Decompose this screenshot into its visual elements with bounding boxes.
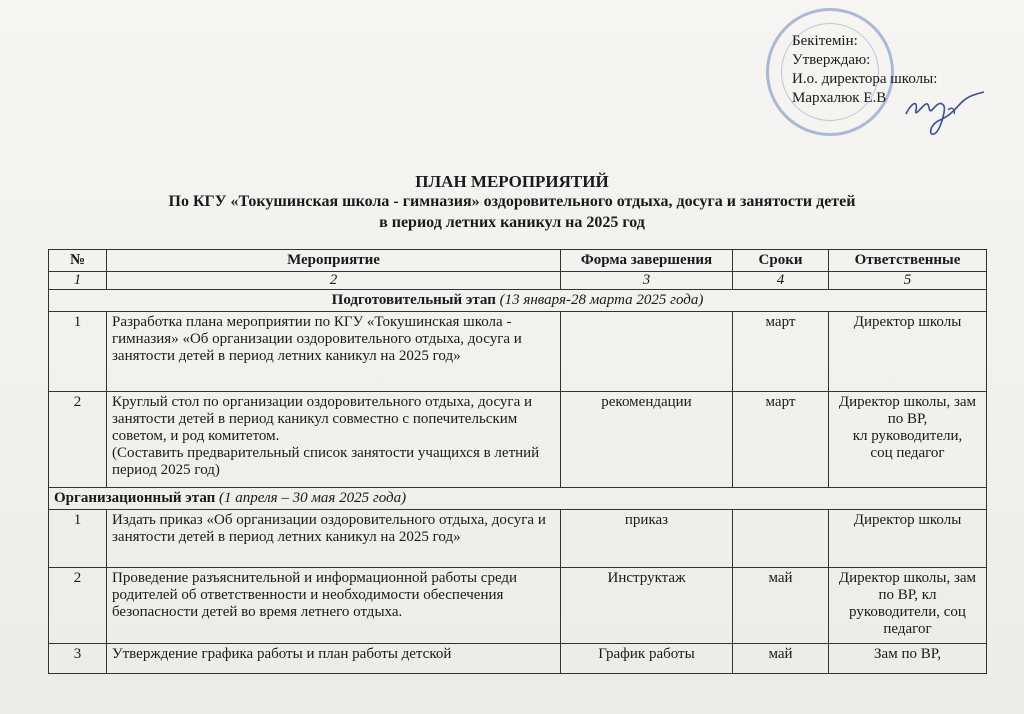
row-form: График работы (561, 644, 733, 674)
table-row (49, 644, 987, 674)
stage-name: Организационный этап (54, 490, 216, 506)
header-event: Мероприятие (107, 250, 561, 272)
row-term: март (733, 392, 829, 488)
responsible-line: Директор школы (853, 314, 962, 330)
stage-row (49, 488, 987, 510)
table-row (49, 568, 987, 644)
col-number: 1 (49, 272, 107, 290)
row-event (107, 392, 561, 488)
stage-heading (49, 488, 987, 510)
responsible-line: кл руководители, (852, 428, 963, 444)
stage-heading (49, 290, 987, 312)
stage-period: (1 апреля – 30 мая 2025 года) (219, 490, 407, 506)
responsible-line: педагог (883, 621, 932, 637)
row-form: рекомендации (561, 392, 733, 488)
row-responsible (829, 568, 987, 644)
row-form (561, 312, 733, 392)
approval-line-kz: Бекітемін: (792, 33, 858, 49)
responsible-line: Директор школы (853, 512, 962, 528)
approval-position: И.о. директора школы: (792, 71, 938, 87)
row-number: 2 (49, 568, 107, 644)
row-event: Проведение разъяснительной и информационной работы среди родителей об ответственности и необходимости обеспечения безопасности детей во время летнего отдыха. (107, 568, 561, 644)
director-signature (900, 80, 990, 140)
plan-title: ПЛАН МЕРОПРИЯТИЙ (415, 172, 609, 191)
row-event-text: Круглый стол по организации оздоровительного отдыха, досуга и занятости детей в период каникул совместно с попечительским советом, и род комитетом. (112, 394, 533, 444)
table-row (49, 510, 987, 568)
row-responsible (829, 510, 987, 568)
responsible-line: по ВР, (887, 411, 928, 427)
row-number: 1 (49, 312, 107, 392)
row-term: март (733, 312, 829, 392)
row-form: Инструктаж (561, 568, 733, 644)
row-term: май (733, 568, 829, 644)
stage-name: Подготовительный этап (331, 292, 496, 308)
approval-line-ru: Утверждаю: (792, 52, 871, 68)
table-header-row (49, 250, 987, 272)
stage-row (49, 290, 987, 312)
row-form: приказ (561, 510, 733, 568)
responsible-line: руководители, соц (849, 604, 966, 620)
row-event: Утверждение графика работы и план работы детской (107, 644, 561, 674)
col-number: 4 (733, 272, 829, 290)
header-term: Сроки (733, 250, 829, 272)
col-number: 3 (561, 272, 733, 290)
plan-subtitle-period: в период летних каникул на 2025 год (379, 214, 645, 231)
stage-period: (13 января-28 марта 2025 года) (499, 292, 704, 308)
responsible-line: по ВР, кл (878, 587, 937, 603)
approval-name: Мархалюк Е.В (792, 90, 887, 106)
row-responsible (829, 644, 987, 674)
col-number: 2 (107, 272, 561, 290)
column-number-row (49, 272, 987, 290)
row-responsible (829, 312, 987, 392)
row-number: 3 (49, 644, 107, 674)
responsible-line: Зам по ВР, (874, 646, 941, 662)
header-responsible: Ответственные (829, 250, 987, 272)
responsible-line: Директор школы, зам (838, 394, 977, 410)
row-number: 1 (49, 510, 107, 568)
row-event: Издать приказ «Об организации оздоровительного отдыха, досуга и занятости детей в период летних каникул на 2025 год» (107, 510, 561, 568)
col-number: 5 (829, 272, 987, 290)
header-number: № (49, 250, 107, 272)
row-term: май (733, 644, 829, 674)
row-event: Разработка плана мероприятии по КГУ «Токушинская школа - гимназия» «Об организации оздоровительного отдыха, досуга и занятости детей в период летних каникул на 2025 год» (107, 312, 561, 392)
row-term (733, 510, 829, 568)
row-event-note: (Составить предварительный список занятости учащихся в летний период 2025 год) (112, 445, 540, 478)
row-number: 2 (49, 392, 107, 488)
events-table (48, 249, 987, 674)
table-row (49, 392, 987, 488)
responsible-line: соц педагог (870, 445, 945, 461)
row-responsible (829, 392, 987, 488)
table-row (49, 312, 987, 392)
plan-subtitle: По КГУ «Токушинская школа - гимназия» оздоровительного отдыха, досуга и занятости детей (168, 193, 856, 210)
header-form: Форма завершения (561, 250, 733, 272)
responsible-line: Директор школы, зам (838, 570, 977, 586)
